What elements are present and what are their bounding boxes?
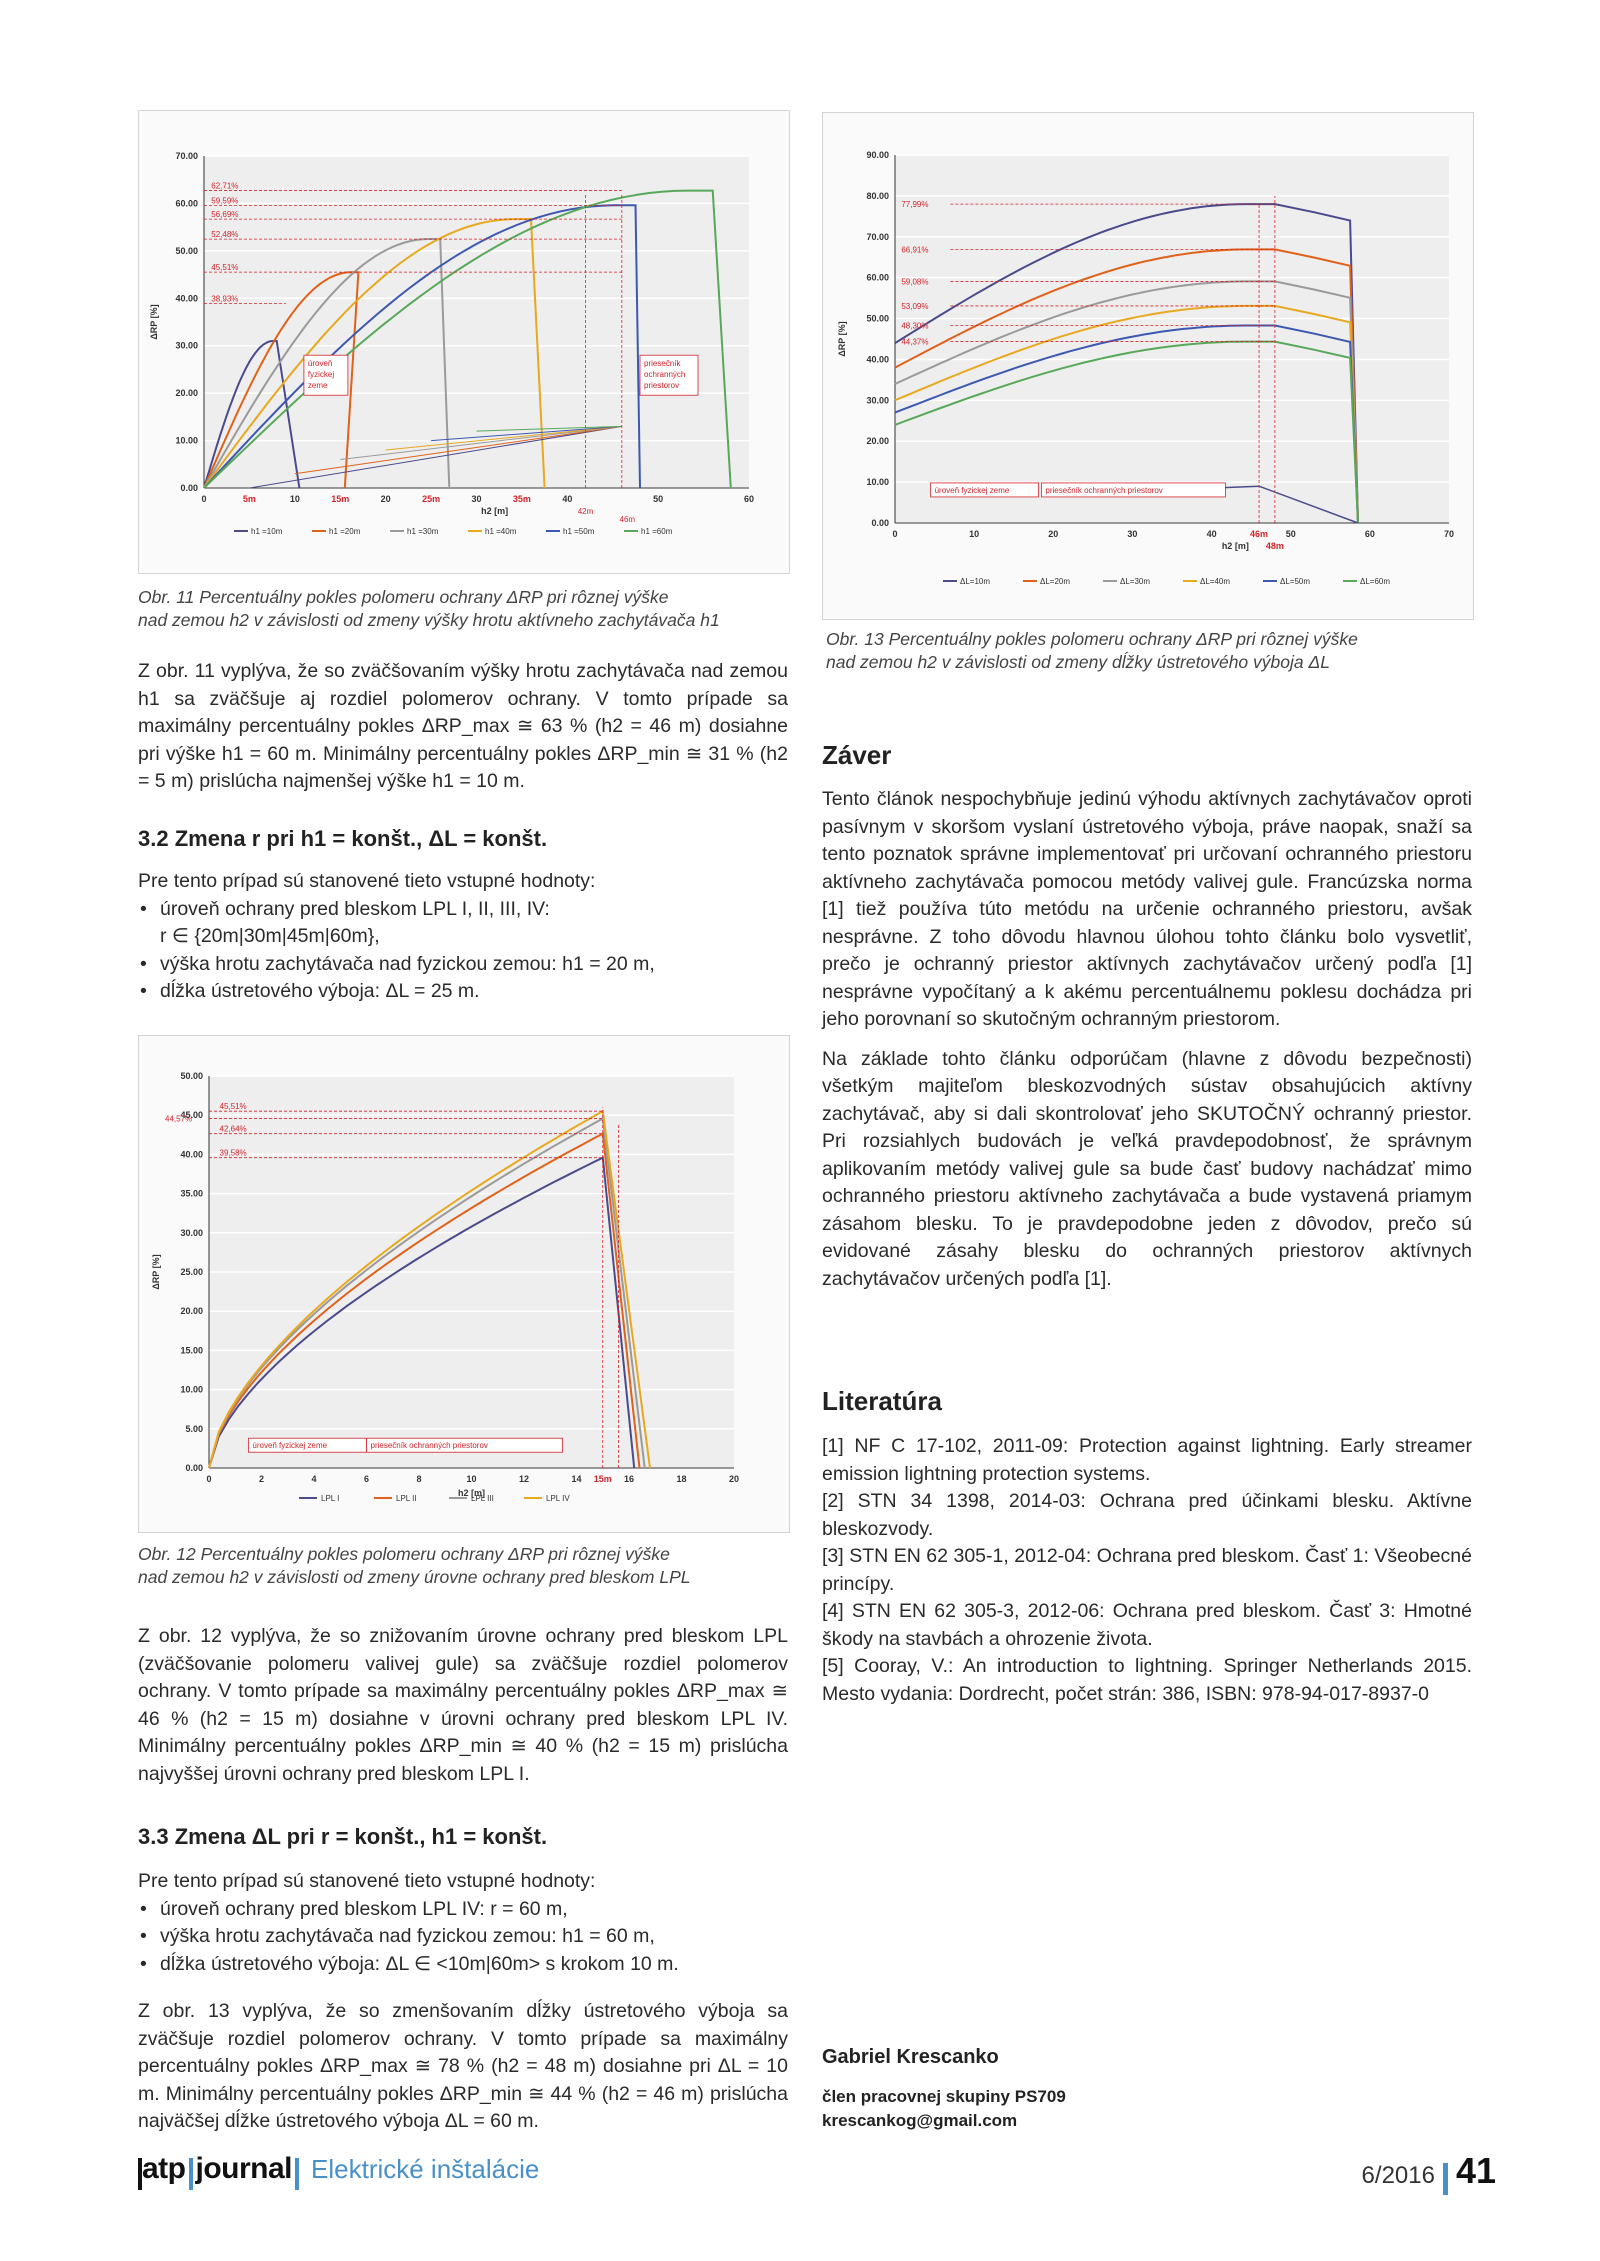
box-text: ochranných [644,370,686,380]
percentage-label: 45,51% [219,1102,247,1112]
x-tick-label: 15m [331,494,350,504]
reference-item: [4] STN EN 62 305-3, 2012-06: Ochrana pred bleskom. Časť 3: Hmotné škody na stavbách a ohrozenie života. [822,1600,1472,1650]
intro-text: Pre tento prípad sú stanovené tieto vstupné hodnoty: [138,1870,596,1892]
x-tick-label: 4 [311,1474,317,1484]
intro-text: Pre tento prípad sú stanovené tieto vstupné hodnoty: [138,870,596,892]
y-tick-label: 80.00 [866,190,889,201]
list-item [138,1951,788,1979]
legend-label: h1 =50m [563,527,595,536]
footer-right [1362,2150,1496,2190]
x-axis-label: h2 [m] [458,1488,485,1498]
y-tick-label: 15.00 [180,1345,203,1356]
y-tick-label: 50.00 [866,313,889,324]
y-tick-label: 20.00 [180,1306,203,1317]
y-tick-label: 0.00 [180,483,198,493]
percentage-label: 39,58% [219,1148,247,1158]
y-tick-label: 10.00 [866,477,889,488]
caption-line-2: nad zemou h2 v závislosti od zmeny výšky hrotu aktívneho zachytávača h1 [138,610,720,630]
percentage-label: 53,09% [901,301,929,311]
conclusion-title: Záver [822,740,892,770]
author-email[interactable]: krescankog@gmail.com [822,2111,1018,2130]
box-text: priesečník [644,359,681,369]
figure-13 [822,112,1474,620]
marker-label: 42m [577,507,594,516]
list-item-text: úroveň ochrany pred bleskom LPL I, II, III, IV: [160,897,550,920]
percentage-label: 42,64% [219,1124,247,1134]
y-tick-label: 25.00 [180,1267,203,1277]
y-tick-label: 60.00 [175,198,198,209]
x-tick-label: 6 [363,1474,370,1484]
footer-section: Elektrické inštalácie [311,2154,540,2184]
y-tick-label: 30.00 [180,1227,203,1238]
x-tick-label: 20 [380,494,391,504]
y-tick-label: 40.00 [175,293,198,304]
box-text: priestorov [644,381,680,391]
legend-label: LPL III [471,1494,494,1503]
footer-divider [1443,2163,1448,2195]
percentage-label: 44,37% [901,337,929,347]
box-text: úroveň [307,359,333,369]
legend-label: ΔL=50m [1280,577,1311,586]
figure-12 [138,1035,790,1533]
figure-12-caption [138,1543,798,1589]
y-axis-label: ΔRP [%] [151,1254,161,1290]
legend-label: ΔL=10m [960,577,991,586]
y-tick-label: 10.00 [175,435,198,446]
box-text: úroveň fyzickej zeme [934,485,1010,495]
x-tick-label: 30 [471,494,482,504]
percentage-label: 59,59% [211,196,239,206]
x-tick-label: 10 [466,1474,477,1484]
percentage-label: 66,91% [901,245,929,255]
y-tick-label: 5.00 [185,1423,203,1434]
box-text: priesečník ochranných priestorov [1045,485,1163,495]
legend-label: ΔL=40m [1200,577,1231,586]
figure-11 [138,110,790,574]
x-tick-label: 8 [416,1474,422,1484]
x-tick-label: 16 [623,1474,635,1484]
footer-divider [295,2158,299,2190]
x-tick-label: 25m [422,494,441,504]
legend-label: h1 =30m [407,527,439,536]
box-text: úroveň fyzickej zeme [252,1441,328,1451]
page-number: 41 [1455,2150,1496,2191]
x-axis-label: h2 [m] [481,506,509,516]
y-tick-label: 20.00 [866,436,889,447]
y-tick-label: 0.00 [871,518,889,528]
x-tick-label: 15m [593,1474,612,1484]
legend-label: ΔL=30m [1120,577,1151,586]
list-item [138,951,788,979]
percentage-label: 44,57% [165,1114,193,1124]
reference-item: [2] STN 34 1398, 2014-03: Ochrana pred účinkami blesku. Aktívne bleskozvody. [822,1490,1472,1540]
x-tick-label: 5m [242,494,256,504]
x-tick-label: 48m [1265,541,1284,551]
x-tick-label: 0 [892,529,898,539]
x-tick-label: 60 [1364,529,1375,539]
paragraph-text: Na základe tohto článku odporúčam (hlavne z dôvodu bezpečnosti) všetkým majiteľom bleskozvodných sústav obsahujúcich aktívny zachytávač, aby si dali skontrolovať jeho SKUTOČNÝ ochranný priestor. Pri rozsiahlych budovách je veľká pravdepodobnosť, že správnym aplikovaním metódy valivej gule sa bude časť budovy nachádzať mimo ochranného priestoru aktívneho zachytávača a bude vystavená priamym zásahom blesku. To je pravdepodobne jeden z dôvodov, prečo sú evidované zásahy blesku do ochranných priestorov aktívnych zachytávačov určených podľa [1]. [822,1047,1472,1290]
y-tick-label: 10.00 [180,1384,203,1395]
x-tick-label: 50 [653,494,664,504]
list-item-text: r ∈ {20m|30m|45m|60m}, [160,925,380,947]
box-text: fyzickej [307,370,335,380]
x-tick-label: 10 [289,494,300,504]
paragraph-fig12 [138,1623,788,1788]
figure-11-caption [138,586,798,632]
list-item-text: dĺžka ústretového výboja: ΔL ∈ <10m|60m> s krokom 10 m. [160,1952,679,1975]
x-tick-label: 70 [1443,529,1455,539]
y-tick-label: 0.00 [185,1463,203,1473]
legend-label: h1 =10m [251,527,283,536]
y-tick-label: 20.00 [175,388,198,399]
y-tick-label: 70.00 [175,151,198,161]
paragraph-text: Z obr. 12 vyplýva, že so znižovaním úrovne ochrany pred bleskom LPL (zväčšovanie polomeru valivej gule) sa zväčšuje rozdiel polomerov ochrany. V tomto prípade sa maximálny percentuálny pokles ΔRP_max ≅ 46 % (h2 = 15 m) dosiahne v úrovni ochrany pred bleskom LPL IV. Minimálny percentuálny pokles ΔRP_min ≅ 40 % (h2 = 15 m) prislúcha najvyššej úrovni ochrany pred bleskom LPL I. [138,1625,788,1785]
paragraph-text: Z obr. 13 vyplýva, že so zmenšovaním dĺžky ústretového výboja sa zväčšuje rozdiel polomerov ochrany. V tomto prípade sa maximálny percentuálny pokles ΔRP_max ≅ 78 % (h2 = 48 m) dosiahne pri ΔL = 10 m. Minimálny percentuálny pokles ΔRP_min ≅ 44 % (h2 = 46 m) prislúcha najväčšej dĺžke ústretového výboja ΔL = 60 m. [138,2000,788,2132]
x-tick-label: 2 [258,1474,265,1484]
legend-label: h1 =20m [329,527,361,536]
reference-list [822,1433,1472,1708]
y-axis-label: ΔRP [%] [149,304,159,340]
list-item [138,896,788,951]
y-axis-label: ΔRP [%] [837,321,847,357]
legend-label: h1 =40m [485,527,517,536]
y-tick-label: 45.00 [180,1110,203,1121]
x-tick-label: 30 [1127,529,1138,539]
x-tick-label: 40 [1206,529,1217,539]
x-tick-label: 20 [728,1474,740,1484]
section-heading-3-2: 3.2 Zmena r pri h1 = konšt., ΔL = konšt. [138,826,548,851]
caption-line-1: Obr. 13 Percentuálny pokles polomeru ochrany ΔRP pri rôznej výške [826,629,1358,649]
legend-label: ΔL=60m [1360,577,1391,586]
paragraph-fig11 [138,658,788,796]
y-tick-label: 50.00 [175,245,198,256]
x-tick-label: 10 [969,529,980,539]
x-tick-label: 0 [206,1474,212,1484]
reference-item: [1] NF C 17-102, 2011-09: Protection against lightning. Early streamer emission lightning protection systems. [822,1435,1472,1485]
reference-item: [5] Cooray, V.: An introduction to lightning. Springer Netherlands 2015. Mesto vydania: Dordrecht, počet strán: 386, ISBN: 978-94-017-8937-0 [822,1655,1472,1705]
brand-journal: journal [195,2152,293,2185]
x-tick-label: 60 [743,494,755,504]
percentage-label: 59,08% [901,277,929,287]
x-tick-label: 0 [201,494,207,504]
figure-13-caption [826,628,1486,674]
caption-line-2: nad zemou h2 v závislosti od zmeny dĺžky ústretového výboja ΔL [826,652,1330,672]
footer-left [138,2152,539,2192]
percentage-label: 77,99% [901,200,929,210]
y-tick-label: 40.00 [866,354,889,365]
percentage-label: 38,93% [211,294,239,304]
issue-date: 6/2016 [1361,2162,1435,2189]
section-heading-3-3: 3.3 Zmena ΔL pri r = konšt., h1 = konšt. [138,1824,548,1849]
percentage-label: 45,51% [211,263,239,273]
y-tick-label: 60.00 [866,272,889,283]
x-tick-label: 35m [512,494,531,504]
author-role: člen pracovnej skupiny PS709 [822,2087,1066,2106]
box-text: priesečník ochranných priestorov [370,1441,488,1451]
y-tick-label: 35.00 [180,1188,203,1199]
reference-item: [3] STN EN 62 305-1, 2012-04: Ochrana pred bleskom. Časť 1: Všeobecné princípy. [822,1545,1472,1595]
inputs-3-2 [138,868,788,1006]
caption-line-2: nad zemou h2 v závislosti od zmeny úrovne ochrany pred bleskom LPL [138,1567,691,1587]
figure-13-chart [823,113,1473,619]
y-tick-label: 30.00 [866,395,889,406]
legend-label: LPL I [321,1494,340,1503]
author-name: Gabriel Krescanko [822,2046,999,2068]
x-tick-label: 18 [676,1474,687,1484]
brand-atp: atp [142,2152,186,2185]
x-tick-label: 40 [562,494,573,504]
figure-12-chart [139,1036,789,1532]
list-item [138,1923,788,1951]
y-tick-label: 90.00 [866,150,889,160]
x-tick-label: 20 [1048,529,1059,539]
legend-label: h1 =60m [641,527,673,536]
legend-label: LPL II [396,1494,417,1503]
x-tick-label: 50 [1285,529,1296,539]
y-tick-label: 50.00 [180,1071,203,1081]
y-tick-label: 70.00 [866,231,889,242]
paragraph-text: Z obr. 11 vyplýva, že so zväčšovaním výšky hrotu zachytávača nad zemou h1 sa zväčšuje aj rozdiel polomerov ochrany. V tomto prípade sa maximálny percentuálny pokles ΔRP_max ≅ 63 % (h2 = 46 m) dosiahne pri výške h1 = 60 m. Minimálny percentuálny pokles ΔRP_min ≅ 31 % (h2 = 5 m) prislúcha najmenšej výške h1 = 10 m. [138,660,788,792]
caption-line-1: Obr. 11 Percentuálny pokles polomeru ochrany ΔRP pri rôznej výške [138,587,669,607]
figure-11-chart [139,111,789,573]
percentage-label: 48,30% [901,321,929,331]
percentage-label: 62,71% [211,181,239,191]
conclusion-text [822,786,1472,1293]
marker-label: 46m [619,515,636,524]
x-tick-label: 46m [1250,529,1269,539]
list-item [138,1896,788,1924]
literature-title: Literatúra [822,1386,942,1416]
percentage-label: 52,48% [211,230,239,240]
list-item-text: výška hrotu zachytávača nad fyzickou zemou: h1 = 60 m, [160,1925,655,1947]
y-tick-label: 40.00 [180,1149,203,1160]
footer-divider [189,2158,193,2190]
percentage-label: 56,69% [211,210,239,220]
inputs-3-3 [138,1868,788,1978]
list-item [138,978,788,1006]
paragraph-text: Tento článok nespochybňuje jedinú výhodu aktívnych zachytávačov oproti pasívnym v skoršom vyslaní ústretového výboja, práve naopak, snaží sa tento poznatok správne implementovať pri určovaní ochranného priestoru aktívneho zachytávača pomocou metódy valivej gule. Francúzska norma [1] tiež používa túto metódu na určenie ochranného priestoru, avšak nesprávne. Z toho dôvodu hlavnou úlohou tohto článku bolo vysvetliť, prečo je ochranný priestor aktívnych zachytávačov určený podľa [1] nesprávne vypočítaný a k akému percentuálnemu poklesu dochádza pri jeho porovnaní so skutočným ochranným priestorom. [822,788,1472,1030]
legend-label: LPL IV [546,1494,570,1503]
paragraph-fig13 [138,1998,788,2136]
x-tick-label: 14 [571,1474,582,1484]
list-item-text: dĺžka ústretového výboja: ΔL = 25 m. [160,980,480,1002]
x-axis-label: h2 [m] [1221,541,1249,551]
y-tick-label: 30.00 [175,340,198,351]
list-item-text: úroveň ochrany pred bleskom LPL IV: r = 60 m, [160,1897,568,1920]
box-text: zeme [307,381,328,391]
caption-line-1: Obr. 12 Percentuálny pokles polomeru ochrany ΔRP pri rôznej výške [138,1544,670,1564]
plot-area [895,155,1449,523]
x-tick-label: 12 [518,1474,530,1484]
list-item-text: výška hrotu zachytávača nad fyzickou zemou: h1 = 20 m, [160,952,655,975]
legend-label: ΔL=20m [1040,577,1071,586]
author-block [822,2046,1066,2133]
